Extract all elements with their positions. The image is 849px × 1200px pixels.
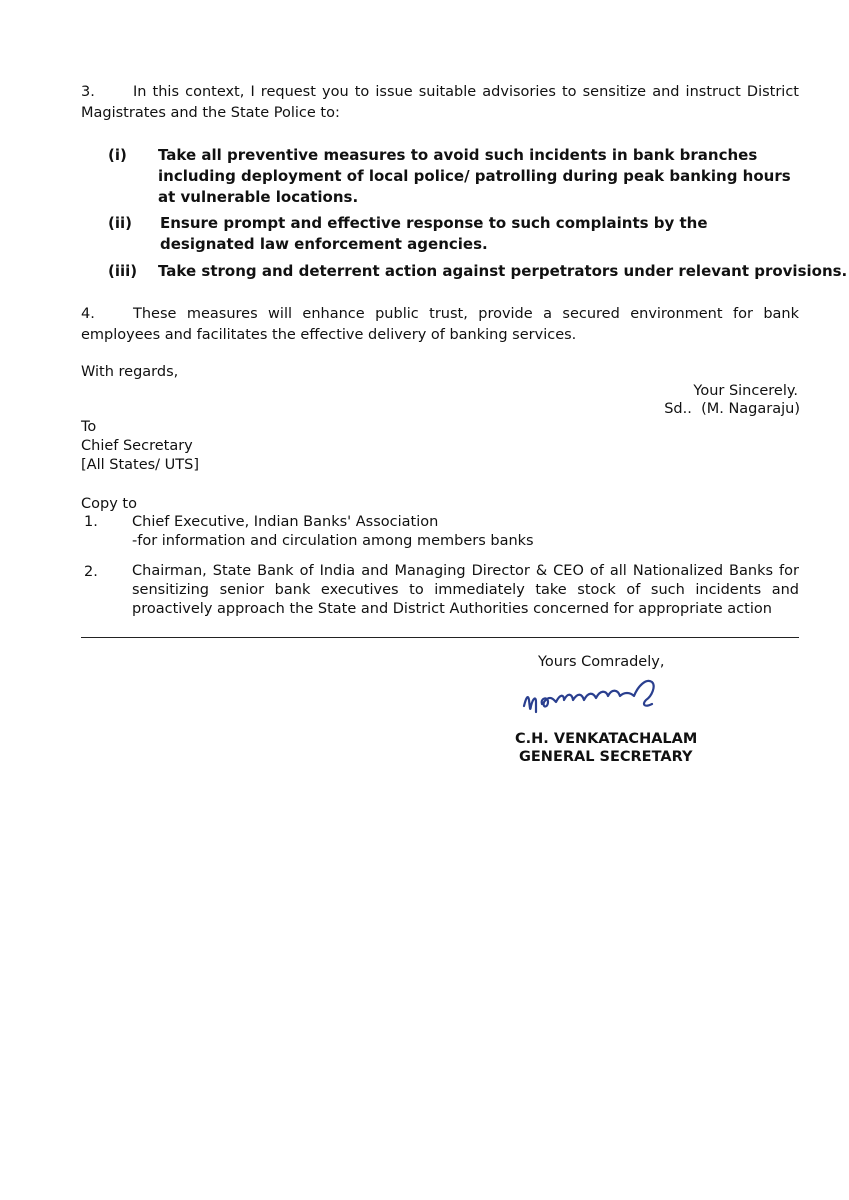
measure-2-number: (ii) (108, 214, 132, 232)
signoff-name: C.H. VENKATACHALAM (515, 731, 698, 747)
measure-1-text: Take all preventive measures to avoid such incidents in bank branches including deployment of local police/ patrolling during peak banking hours at vulnerable locations. (158, 146, 791, 206)
copy-item-2-text: Chairman, State Bank of India and Managing Director & CEO of all Nationalized Banks for sensitizing senior bank executives to immediately take stock of such incidents and proactively approach the State and District Authorities concerned for appropriate action (132, 563, 799, 617)
signoff-greeting: Yours Comradely, (538, 654, 665, 670)
para4-number: 4. (81, 306, 95, 322)
para3-text (81, 82, 799, 124)
to-line1: Chief Secretary (81, 438, 193, 454)
copy-label: Copy to (81, 496, 137, 512)
signoff-title: GENERAL SECRETARY (519, 749, 693, 765)
closing-line2: Sd.. (M. Nagaraju) (664, 401, 800, 417)
para3-body: In this context, I request you to issue suitable advisories to sensitize and instruct District Magistrates and the State Police to: (81, 84, 799, 121)
with-regards: With regards, (81, 364, 179, 380)
para4-text (81, 304, 799, 346)
to-line2: [All States/ UTS] (81, 457, 200, 473)
divider-line (81, 637, 799, 638)
copy-item-1-line2: -for information and circulation among members banks (132, 533, 534, 549)
copy-item-2-number: 2. (84, 564, 98, 580)
measure-1-number: (i) (108, 146, 127, 164)
closing-line1: Your Sincerely. (693, 383, 798, 399)
measure-3-text: Take strong and deterrent action against perpetrators under relevant provisions. (158, 262, 848, 280)
para3-number: 3. (81, 84, 95, 100)
measure-2-text: Ensure prompt and effective response to such complaints by the designated law enforcement agencies. (160, 214, 708, 253)
copy-item-1-number: 1. (84, 514, 98, 530)
to-label: To (81, 419, 97, 435)
signature (518, 670, 678, 722)
measure-3-number: (iii) (108, 262, 138, 280)
para4-body: These measures will enhance public trust, provide a secured environment for bank employees and facilitates the effective delivery of banking services. (81, 306, 799, 343)
copy-item-1-line1: Chief Executive, Indian Banks' Association (132, 514, 439, 530)
